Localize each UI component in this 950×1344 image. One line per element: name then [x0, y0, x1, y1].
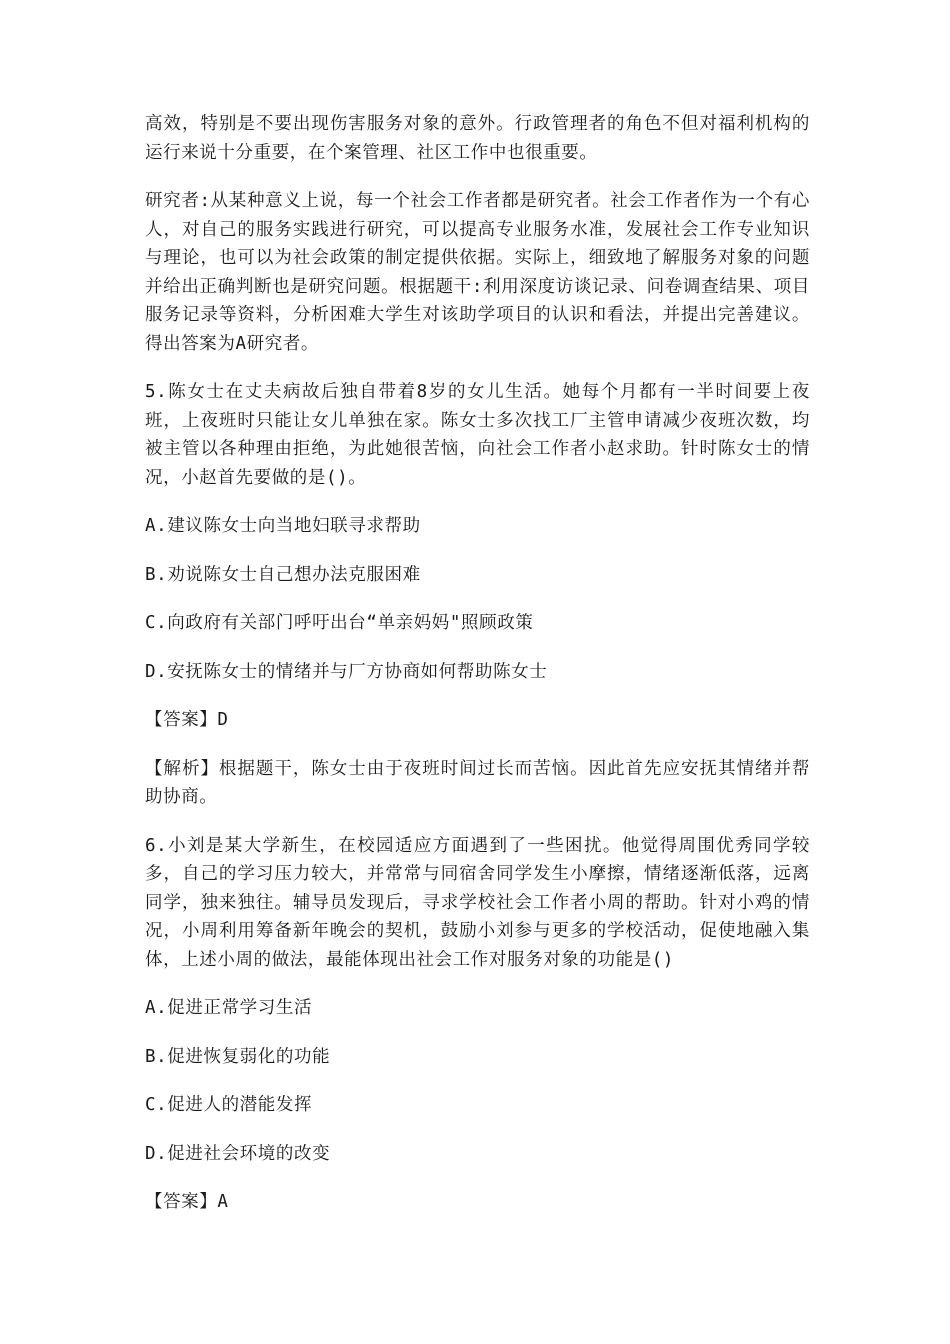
question-5-option-b: B.劝说陈女士自己想办法克服困难 — [145, 564, 421, 585]
question-5-stem: 5.陈女士在丈夫病故后独自带着8岁的女儿生活。她每个月都有一半时间要上夜班，上夜班时只能让女儿单独在家。陈女士多次找工厂主管申请减少夜班次数，均被主管以各种理由拒绝，为此她很苦恼，向社会工作者小赵求助。针时陈女士的情况，小赵首先要做的是()。 — [145, 382, 810, 488]
question-6-option-a: A.促进正常学习生活 — [145, 998, 313, 1018]
question-6-answer: 【答案】A — [145, 1192, 229, 1212]
question-5-option-a: A.建议陈女士向当地妇联寻求帮助 — [145, 516, 421, 536]
paragraph-researcher: 研究者:从某种意义上说，每一个社会工作者都是研究者。社会工作者作为一个有心人，对自己的服务实践进行研究，可以提高专业服务水准，发展社会工作专业知识与理论，也可以为社会政策的制定提供依据。实际上，细致地了解服务对象的问题并给出正确判断也是研究问题。根据题干:利用深度访谈记录、问卷调查结果、项目服务记录等资料，分析困难大学生对该助学项目的认识和看法，并提出完善建议。得出答案为A研究者。 — [145, 191, 810, 354]
document-page — [145, 110, 810, 1217]
question-6-option-b: B.促进恢复弱化的功能 — [145, 1046, 331, 1067]
question-5-answer: 【答案】D — [145, 710, 229, 730]
question-5-option-d: D.安抚陈女士的情绪并与厂方协商如何帮助陈女士 — [145, 661, 548, 682]
question-6-option-d: D.促进社会环境的改变 — [145, 1143, 331, 1164]
question-6-option-c: C.促进人的潜能发挥 — [145, 1095, 313, 1115]
question-6-stem: 6.小刘是某大学新生，在校园适应方面遇到了一些困扰。他觉得周围优秀同学较多，自己的学习压力较大，并常常与同宿舍同学发生小摩擦，情绪逐渐低落，远离同学，独来独往。辅导员发现后，寻求学校社会工作者小周的帮助。针对小鸡的情况，小周利用筹备新年晚会的契机，鼓励小刘参与更多的学校活动，促使地融入集体，上述小周的做法，最能体现出社会工作对服务对象的功能是() — [145, 835, 810, 970]
paragraph-admin-role: 高效，特别是不要出现伤害服务对象的意外。行政管理者的角色不但对福利机构的运行来说十分重要，在个案管理、社区工作中也很重要。 — [145, 114, 810, 163]
question-5-analysis: 【解析】根据题干，陈女士由于夜班时间过长而苦恼。因此首先应安抚其情绪并帮助协商。 — [145, 758, 810, 807]
question-5-option-c: C.向政府有关部门呼吁出台“单亲妈妈"照顾政策 — [145, 613, 534, 633]
